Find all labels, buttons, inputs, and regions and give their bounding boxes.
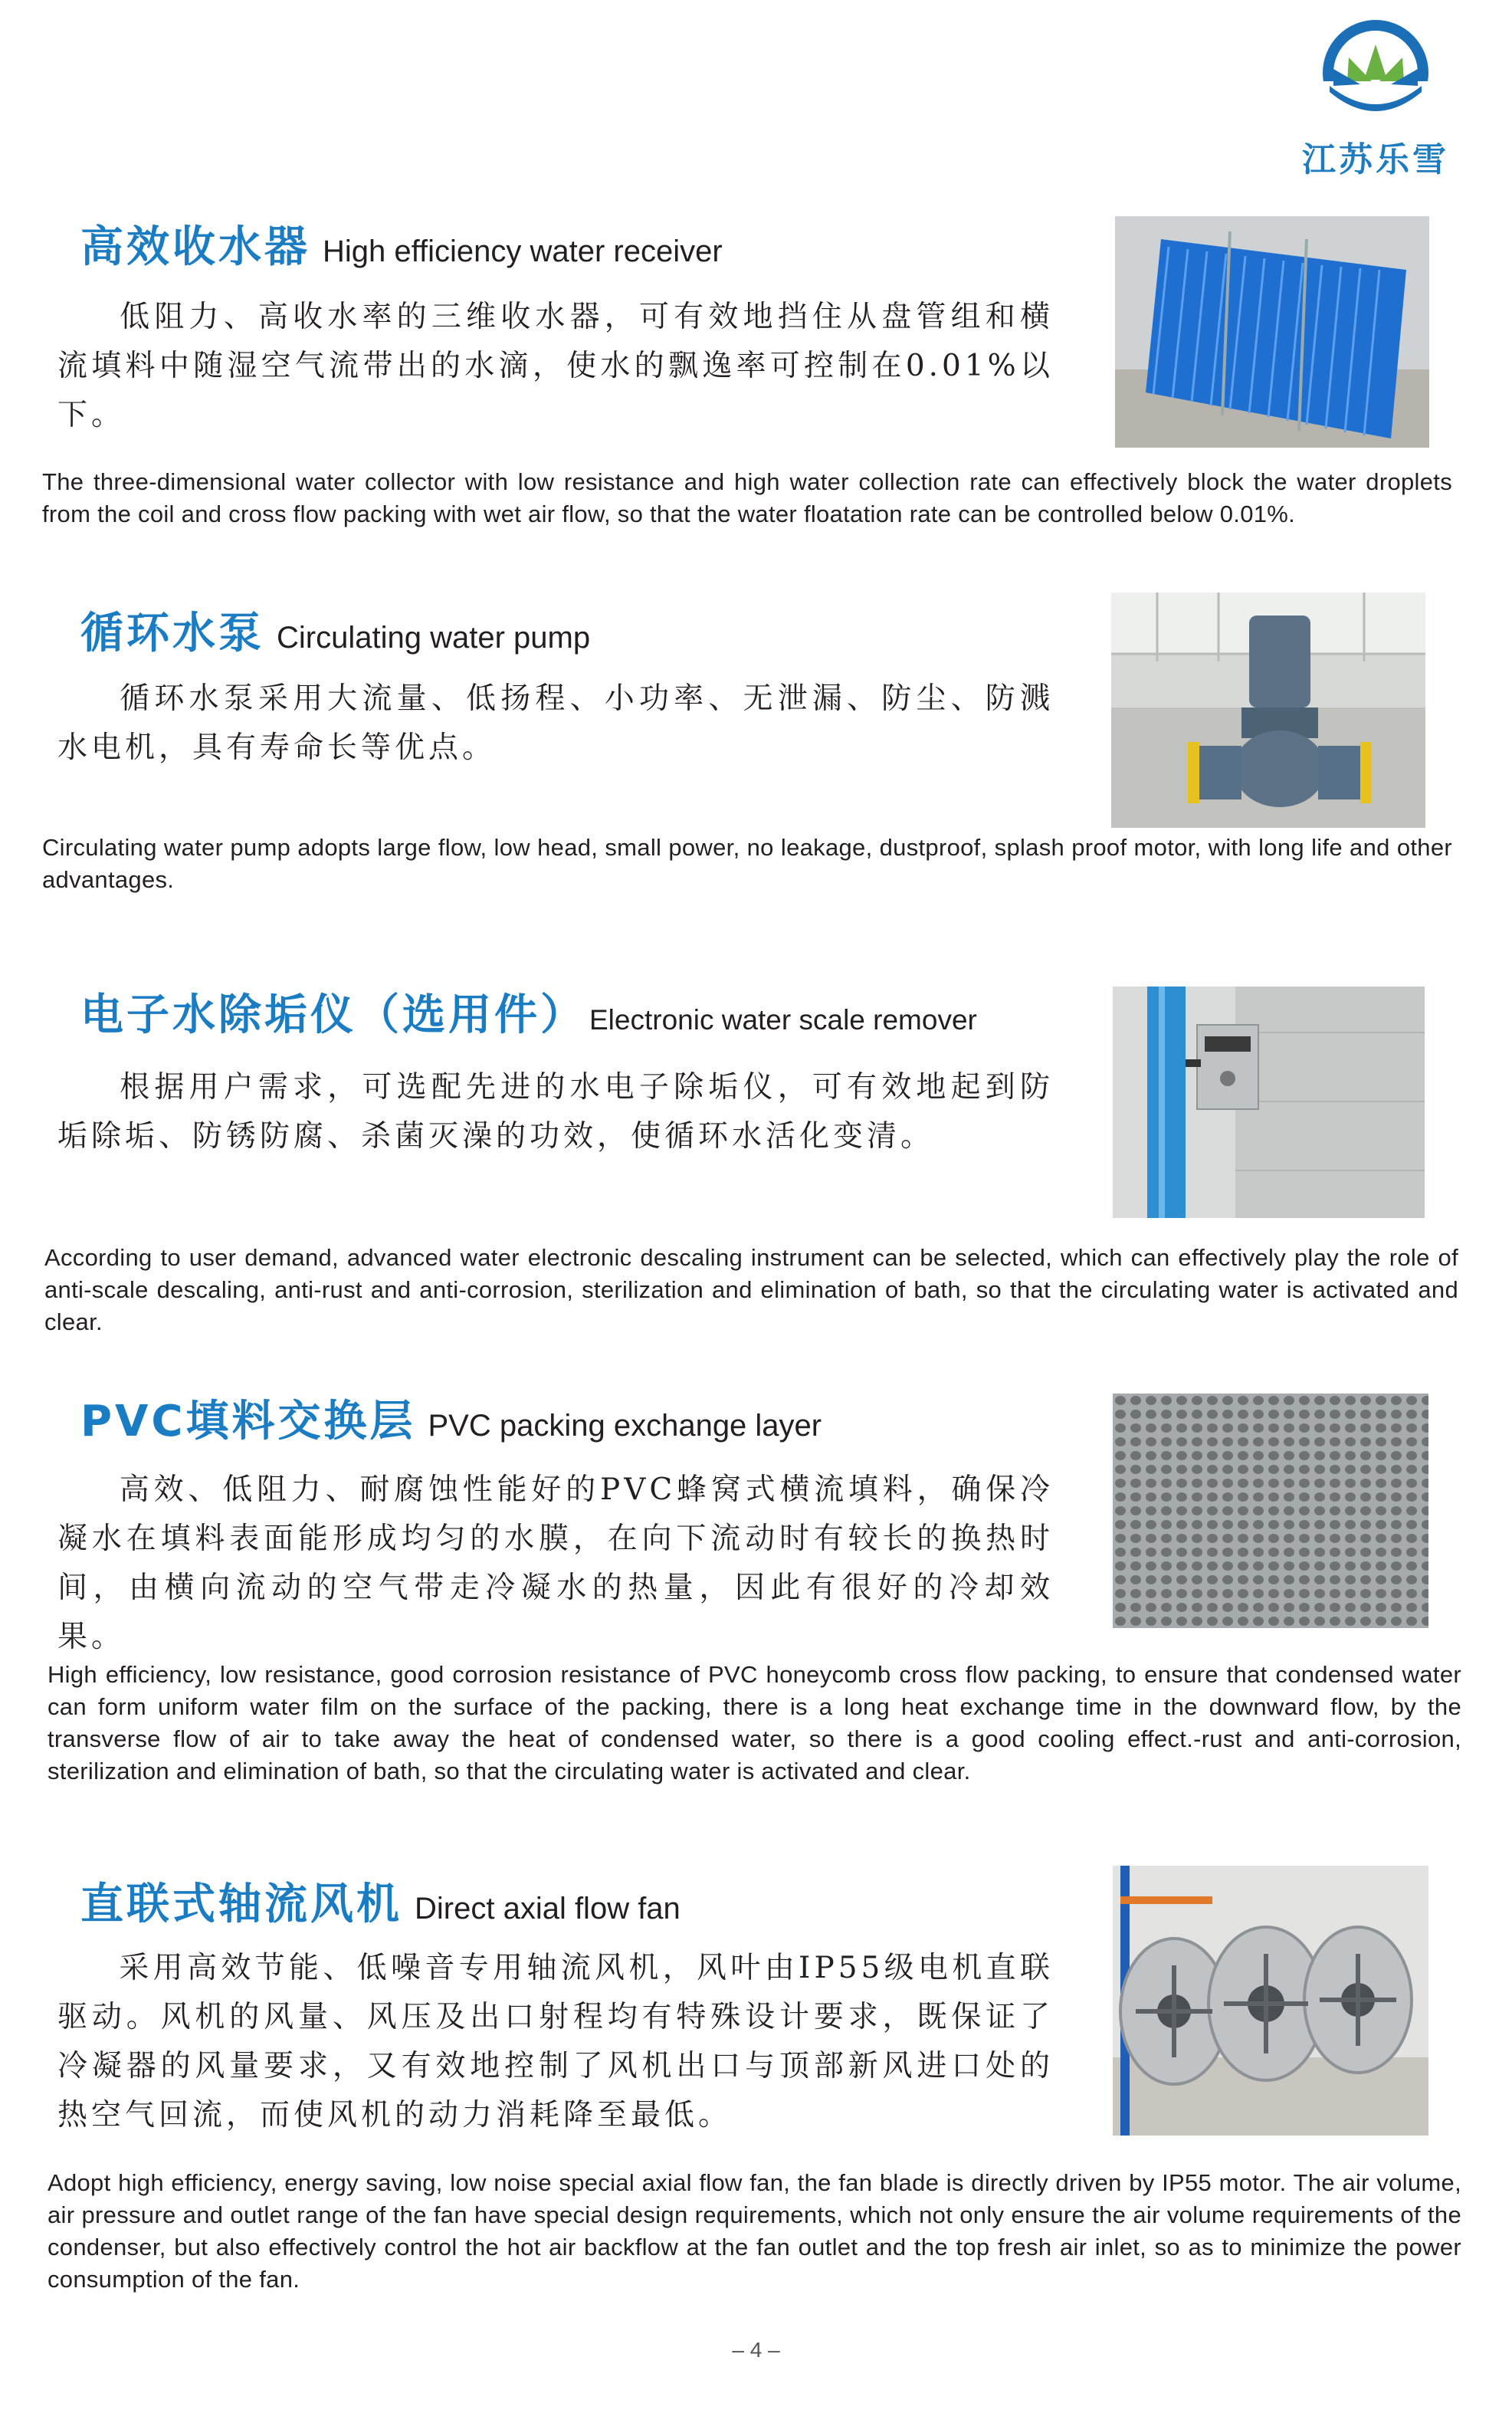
section-title-en: Circulating water pump [277,621,591,655]
axial-fan-photo [1113,1866,1428,2136]
logo-text: 江苏乐雪 [1302,140,1449,179]
pvc-packing-photo [1113,1394,1428,1628]
section-title-zh: 电子水除垢仪（选用件） [80,990,586,1040]
section-body-zh [57,1063,1054,1161]
section-text-zh: 高效、低阻力、耐腐蚀性能好的PVC蜂窝式横流填料，确保冷凝水在填料表面能形成均匀的水膜，在向下流动时有较长的换热时间，由横向流动的空气带走冷凝水的热量，因此有很好的冷却效果。 [57,1472,1054,1654]
section-title-en: Direct axial flow fan [415,1892,681,1925]
section-title-pvc-packing [80,1387,822,1449]
section-body-zh [57,1944,1054,2140]
section-body-en: Circulating water pump adopts large flow, low head, small power, no leakage, dustproof, splash proof motor, with long life and other advantages. [42,834,1452,893]
section-body-en: High efficiency, low resistance, good corrosion resistance of PVC honeycomb cross flow packing, to ensure that condensed water can form uniform water film on the surface of the packing, there is a long heat exchange time in the downward flow, by the transverse flow of air to take away the heat of condensed water, so there is a good cooling effect.-rust and anti-corrosion, sterilization and elimination of bath, so that the circulating water is activated and clear. [48,1661,1461,1784]
section-body-en: The three-dimensional water collector with low resistance and high water collection rate can effectively block the water droplets from the coil and cross flow packing with wet air flow, so that the water floatation rate can be controlled below 0.01%. [42,468,1452,527]
water-collector-photo [1115,216,1429,448]
section-text-zh: 低阻力、高收水率的三维收水器，可有效地挡住从盘管组和横流填料中随湿空气流带出的水滴，使水的飘逸率可控制在0.01%以下。 [57,300,1054,432]
section-title-zh: PVC填料交换层 [80,1397,416,1446]
section-body-zh [57,293,1054,440]
section-body-en: Adopt high efficiency, energy saving, low noise special axial flow fan, the fan blade is directly driven by IP55 motor. The air volume, air pressure and outlet range of the fan have special design requirements, which not only ensure the air volume requirements of the condenser, but also effectively control the hot air backflow at the fan outlet and the top fresh air inlet, so as to minimize the power consumption of the fan. [48,2169,1461,2293]
section-title-water-receiver [80,213,723,274]
section-title-en: PVC packing exchange layer [428,1409,822,1443]
page-number: – 4 – [732,2338,780,2362]
section-title-zh: 高效收水器 [80,222,310,272]
company-logo [1257,15,1494,184]
section-title-axial-fan [80,1870,681,1932]
section-text-zh: 循环水泵采用大流量、低扬程、小功率、无泄漏、防尘、防溅水电机，具有寿命长等优点。 [57,681,1054,765]
section-body-en: According to user demand, advanced water electronic descaling instrument can be selected, which can effectively play the role of anti-scale descaling, anti-rust and anti-corrosion, sterilization and elimination of bath, so that the circulating water is activated and clear. [44,1244,1458,1335]
section-text-zh: 根据用户需求，可选配先进的水电子除垢仪，可有效地起到防垢除垢、防锈防腐、杀菌灭澡的功效，使循环水活化变清。 [57,1070,1054,1154]
section-text-zh: 采用高效节能、低噪音专用轴流风机，风叶由IP55级电机直联驱动。风机的风量、风压及出口射程均有特殊设计要求，既保证了冷凝器的风量要求，又有效地控制了风机出口与顶部新风进口处的热空气回流，而使风机的动力消耗降至最低。 [57,1951,1054,2132]
section-title-en: Electronic water scale remover [589,1004,977,1036]
section-body-zh [57,675,1054,773]
section-title-zh: 循环水泵 [80,609,264,658]
section-title-en: High efficiency water receiver [323,235,723,268]
section-title-descaler [80,981,977,1042]
logo-emblem-icon [1257,15,1494,130]
section-title-water-pump [80,599,590,661]
water-pump-photo [1111,593,1425,828]
descaler-photo [1113,987,1425,1218]
section-body-zh [57,1466,1054,1662]
section-title-zh: 直联式轴流风机 [80,1880,402,1929]
